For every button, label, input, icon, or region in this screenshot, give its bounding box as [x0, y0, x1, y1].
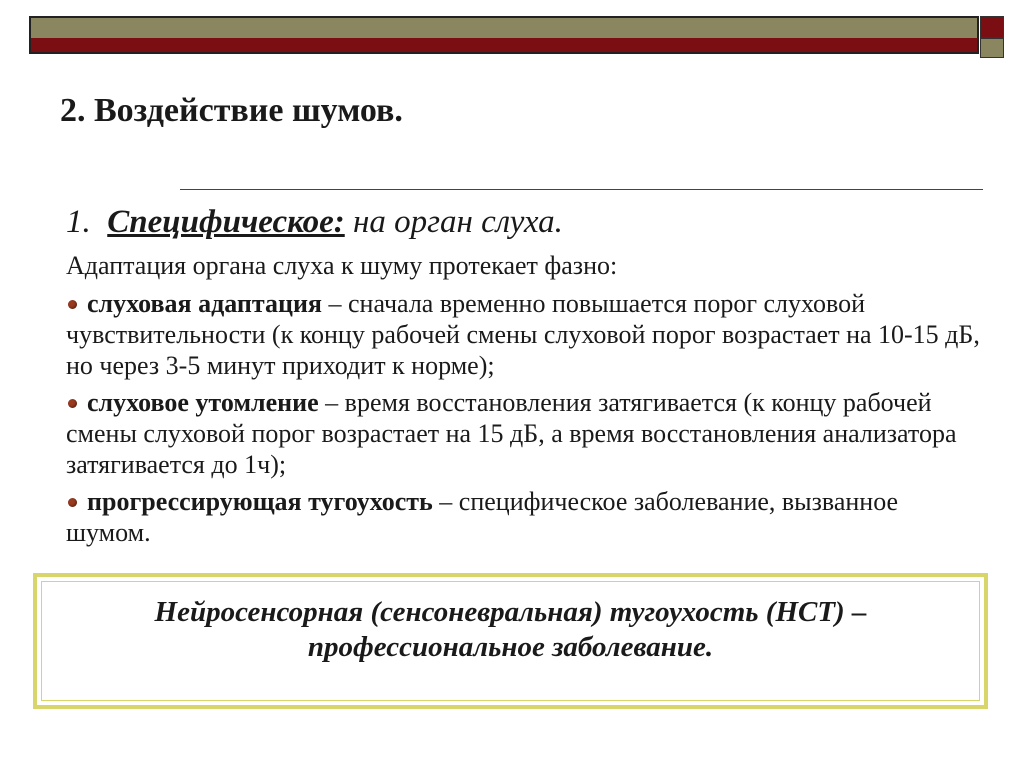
list-item — [66, 486, 986, 548]
list-item-term: слуховая адаптация — [87, 289, 323, 318]
list-item — [66, 288, 986, 381]
decorative-top-bar — [29, 16, 979, 54]
slide-title: 2. Воздействие шумов. — [60, 92, 403, 129]
decorative-stripe — [31, 38, 977, 52]
intro-text: Адаптация органа слуха к шуму протекает фазно: — [66, 251, 618, 280]
callout-text — [37, 595, 984, 665]
bullet-icon — [68, 498, 77, 507]
slide-body — [66, 202, 986, 548]
bullet-icon — [68, 300, 77, 309]
decorative-square-olive — [980, 38, 1004, 58]
bullet-icon — [68, 399, 77, 408]
title-divider — [180, 189, 983, 190]
callout-line-1: Нейросенсорная (сенсоневральная) тугоухость (НСТ) – — [154, 596, 867, 628]
list-item-term: прогрессирующая тугоухость — [87, 487, 433, 516]
list-item — [66, 387, 986, 480]
decorative-square-red — [980, 16, 1004, 38]
list-item-text: – специфическое заболевание, вызванное шумом. — [66, 487, 899, 547]
list-item-text: – сначала временно повышается порог слуховой чувствительности (к концу рабочей смены слуховой порог возрастает на 10-15 дБ, но через 3-5 минут приходит к норме); — [66, 289, 980, 380]
section-rest: на орган слуха. — [352, 204, 563, 240]
list-item-term: слуховое утомление — [87, 388, 319, 417]
callout-box — [33, 573, 988, 709]
callout-line-2: профессиональное заболевание. — [307, 631, 714, 663]
list-item-text: – время восстановления затягивается (к концу рабочей смены слуховой порог возрастает на 15 дБ, а время восстановления анализатора затягивается до 1ч); — [66, 388, 957, 479]
section-number: 1. — [66, 204, 91, 240]
section-heading — [66, 202, 986, 242]
section-term: Специфическое: — [107, 204, 345, 240]
